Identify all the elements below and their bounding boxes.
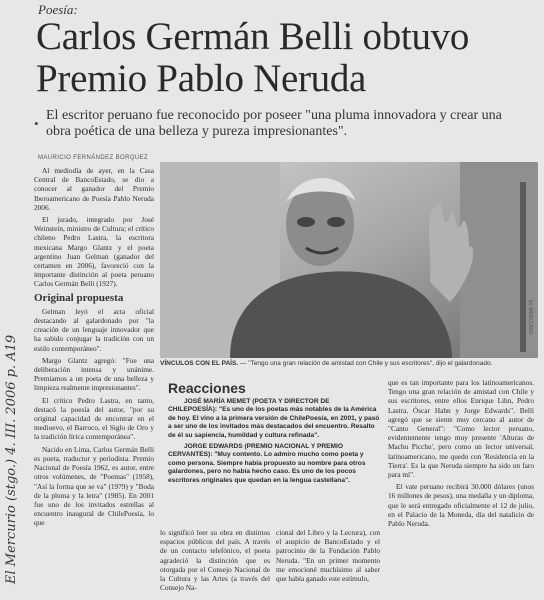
handwritten-source-note: El Mercurio (stgo.) 4. III. 2006 p. A19 <box>4 334 19 584</box>
paragraph: Al mediodía de ayer, en la Casa Central de BancoEstado, se dio a conocer al ganador del Premio Iberoamericano de Poesía Pablo Neruda 2006. <box>34 166 154 212</box>
bottom-column-2 <box>276 528 380 586</box>
paragraph: Gelman leyó el acta oficial destacando al galardonado por "la creación de un lenguaje innovador que ha sabido conjugar la tradición con un estilo contemporáneo". <box>34 306 154 353</box>
reaction-author: JOSÉ MARÍA MEMET (POETA Y DIRECTOR DE CHILEPOESÍA): <box>168 398 330 414</box>
subhead: Original propuesta <box>34 291 124 304</box>
lead-bullet-icon: • <box>34 116 39 131</box>
paragraph: Margo Glantz agregó: "Fue una deliberación intensa y unánime. Premiamos a un poeta de una belleza y limpieza realmente impresionantes". <box>34 355 154 393</box>
photo-caption <box>160 360 538 367</box>
reaction-text: "Muy contento. Lo admiro mucho como poeta y como persona. Siempre había propuesto su nombre para otros galardones, pero no había hecho caso. Es uno de los pocos escritores originales que quedan en la lengua castellana". <box>168 451 366 484</box>
headline-line-1: Carlos Germán Belli obtuvo <box>36 15 470 58</box>
paragraph: El vate peruano recibirá 30.000 dólares (unos 16 millones de pesos), una medalla y un diploma, que le será entregado oficialmente el 12 de julio, en el Palacio de la Moneda, día del natalicio de Pablo Neruda. <box>388 482 534 529</box>
section-kicker: Poesía: <box>38 2 78 17</box>
headline <box>36 16 469 100</box>
caption-label: VÍNCULOS CON EL PAÍS. <box>160 360 239 367</box>
caption-text: — "Tengo una gran relación de amistad con Chile y sus escritores", dijo el galardonado. <box>239 360 493 367</box>
photo-credit: EL MERCURIO <box>527 300 533 335</box>
lead-paragraph: El escritor peruano fue reconocido por poseer "una pluma innovadora y crear una obra poética de una belleza y pureza impresionantes". <box>46 108 502 139</box>
paragraph: cional del Libro y la Lectura), con el auspicio de BancoEstado y el patrocinio de la Fundación Pablo Neruda. "En un primer momento me emocioné muchísimo al saber que había ganado este estímulo, <box>276 528 380 584</box>
headline-line-2: Premio Pablo Neruda <box>36 57 367 100</box>
left-column <box>34 166 154 531</box>
right-column <box>388 378 534 531</box>
reaction-item <box>168 398 380 440</box>
reactions-box <box>160 372 380 488</box>
reaction-item <box>168 443 380 485</box>
paragraph: El crítico Pedro Lastra, en tanto, destacó la poesía del autor, "por su original capacidad de encontrar en el medioevo, el Barroco, el Siglo de Oro y la tradición lírica contemporánea". <box>34 395 154 442</box>
byline: MAURICIO FERNÁNDEZ BORQUEZ <box>38 155 149 161</box>
reaction-text: "Es uno de los poetas más notables de la América de hoy. El vino a la primera versión de ChilePoesía, en 2001, y pasó a ser uno de los invitados más destacados del encuentro. Resalto de él su sapiencia, humildad y cultura refinada". <box>168 406 380 439</box>
reactions-title: Reacciones <box>168 380 246 396</box>
author-photo <box>160 162 538 358</box>
paragraph: Nacido en Lima, Carlos Germán Belli es poeta, traductor y periodista. Premio Nacional de Poesía 1962, es autor, entre otros volúmenes, de "Poemas" (1958), "Así la forma que se va" (1979) y "Boda de la pluma y la letra" (1985). En 2001 fue uno de los invitados estrellas al encuentro inaugural de ChilePoesía, lo que <box>34 444 154 528</box>
paragraph: lo significó leer su obra en distintos espacios públicos del país. A través de un contacto telefónico, el poeta agradeció la distinción que es otorgada por el Consejo Nacional de la Cultura y las Artes (a través del Consejo Na- <box>160 528 270 593</box>
author-photo-graphic <box>160 162 538 358</box>
paragraph: que es tan importante para los latinoamericanos. Tengo una gran relación de amistad con Chile y sus escritores, entre ellos Enrique Lihn, Pedro Lastra, Óscar Hahn y Jorge Edwards". Belli agregó que se siente muy cercano al autor de "Canto General": "Como lector peruano, evidentemente tengo muy presente 'Alturas de Machu Picchu', pero como un lector universal, latinoamericano, me quedo con 'Residencia en la Tierra'. Es la que Neruda siempre ha sido un faro para mí". <box>388 378 534 480</box>
reaction-author: JORGE EDWARDS (PREMIO NACIONAL Y PREMIO CERVANTES): <box>168 443 344 459</box>
bottom-column-1 <box>160 528 270 595</box>
paragraph: El jurado, integrado por José Weinstein, ministro de Cultura; el crítico chileno Pedro Lastra, la escritora mexicana Margo Glantz y el poeta argentino Juan Gelman (ganador del certamen en 2006), favoreció con la importante distinción al poeta peruano Carlos Germán Belli (1927). <box>34 215 154 289</box>
